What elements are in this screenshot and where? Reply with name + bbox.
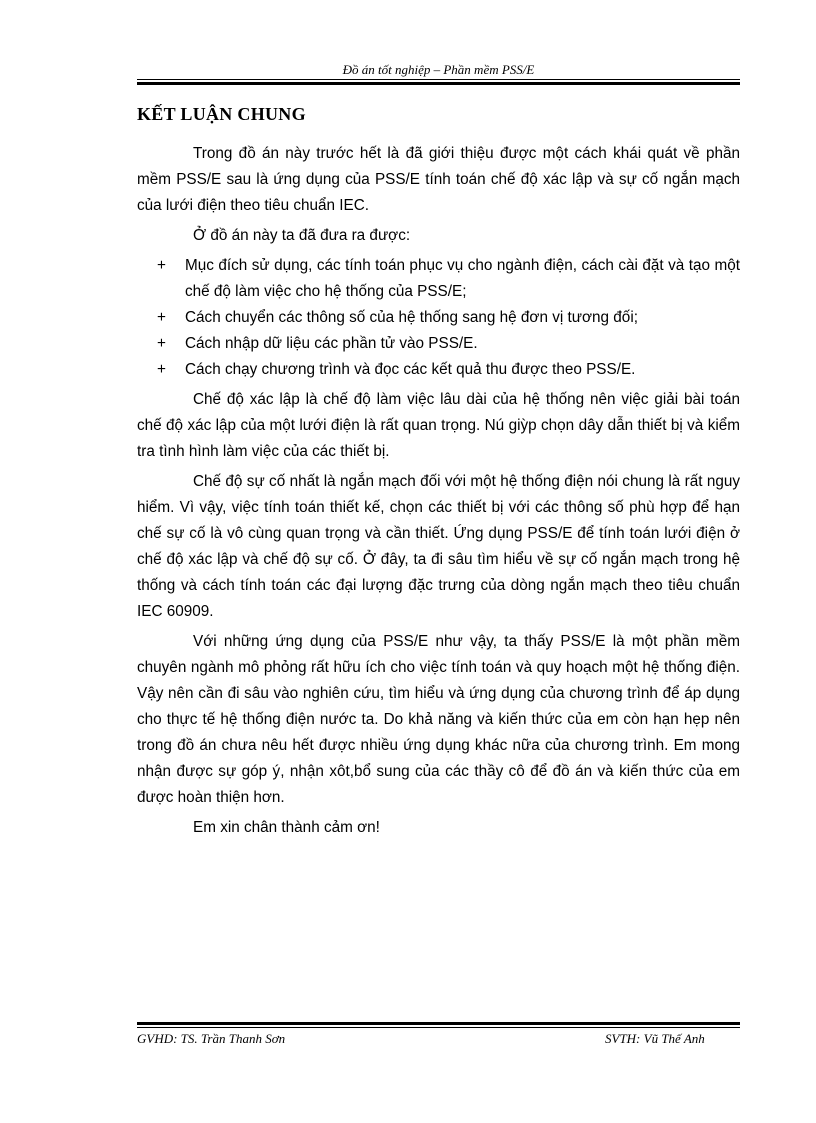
page-header-title: Đồ án tốt nghiệp – Phần mềm PSS/E — [342, 62, 535, 77]
paragraph-thanks: Em xin chân thành cảm ơn! — [193, 819, 380, 836]
plus-icon: + — [157, 361, 166, 378]
plus-icon: + — [157, 309, 166, 326]
bullet-list — [137, 253, 740, 383]
list-item — [137, 253, 740, 305]
paragraph-lead-in: Ở đồ án này ta đã đưa ra được: — [193, 227, 411, 244]
paragraph-applications: Với những ứng dụng của PSS/E như vậy, ta thấy PSS/E là một phần mềm chuyên ngành mô phỏng rất hữu ích cho việc tính toán và quy hoạch một hệ thống điện. Vậy nên cần đi sâu vào nghiên cứu, tìm hiểu và ứng dụng của chương trình để áp dụng cho thực tế hệ thống điện nước ta. Do khả năng và kiến thức của em còn hạn hẹp nên trong đồ án chưa nêu hết được nhiều ứng dụng khác nữa của chương trình. Em mong nhận được sự góp ý, nhận xôt,bổ sung của các thầy cô để đồ án và kiến thức của em được hoàn thiện hơn. — [137, 633, 740, 806]
footer-rule-thick — [137, 1022, 740, 1025]
header-rule-thick — [137, 82, 740, 85]
list-item — [137, 331, 740, 357]
list-item-text: Cách chạy chương trình và đọc các kết quả thu được theo PSS/E. — [185, 361, 636, 378]
paragraph-intro: Trong đồ án này trước hết là đã giới thiệu được một cách khái quát về phần mềm PSS/E sau là ứng dụng của PSS/E tính toán chế độ xác lập và sự cố ngắn mạch của lưới điện theo tiêu chuẩn IEC. — [137, 145, 740, 214]
footer-rule-thin — [137, 1027, 740, 1028]
list-item — [137, 305, 740, 331]
plus-icon: + — [157, 335, 166, 352]
list-item-text: Cách chuyển các thông số của hệ thống sang hệ đơn vị tương đối; — [185, 309, 638, 326]
body-text — [137, 141, 740, 845]
section-heading: KẾT LUẬN CHUNG — [137, 104, 306, 124]
list-item — [137, 357, 740, 383]
paragraph-fault-mode: Chế độ sự cố nhất là ngắn mạch đối với một hệ thống điện nói chung là rất nguy hiểm. Vì vậy, việc tính toán thiết kế, chọn các thiết bị với các thông số phù hợp để hạn chế sự cố là vô cùng quan trọng và cần thiết. Ứng dụng PSS/E để tính toán lưới điện ở chế độ xác lập và chế độ sự cố. Ở đây, ta đi sâu tìm hiểu về sự cố ngắn mạch trong hệ thống và cách tính toán các đại lượng đặc trưng của dòng ngắn mạch theo tiêu chuẩn IEC 60909. — [137, 473, 740, 620]
footer-supervisor: GVHD: TS. Trần Thanh Sơn — [137, 1031, 286, 1046]
list-item-text: Cách nhập dữ liệu các phần tử vào PSS/E. — [185, 335, 478, 352]
footer-student: SVTH: Vũ Thế Anh — [605, 1031, 705, 1046]
paragraph-steady-state: Chế độ xác lập là chế độ làm việc lâu dài của hệ thống nên việc giải bài toán chế độ xác lập của một lưới điện là rất quan trọng. Nú giỳp chọn dây dẫn thiết bị và kiểm tra tình hình làm việc của các thiết bị. — [137, 391, 740, 460]
list-item-text: Mục đích sử dụng, các tính toán phục vụ cho ngành điện, cách cài đặt và tạo một chế độ làm việc cho hệ thống của PSS/E; — [185, 257, 740, 300]
plus-icon: + — [157, 257, 166, 274]
header-rule-thin — [137, 79, 740, 80]
